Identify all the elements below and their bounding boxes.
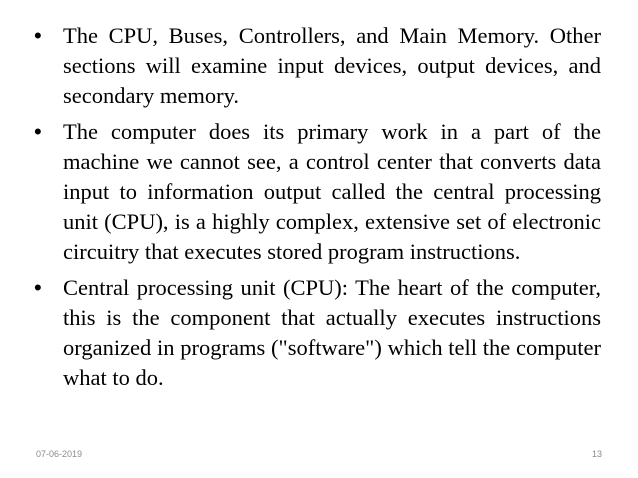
bullet-item-cpu-definition [34,273,601,393]
bullet-text: The computer does its primary work in a part of the machine we cannot see, a control center that converts data input to information output called the central processing unit (CPU), is a highly complex, extensive set of electronic circuitry that executes stored program instructions. [63,119,601,264]
bullet-icon: • [34,23,42,48]
bullet-icon: • [34,119,42,144]
bullet-icon: • [34,275,42,300]
bullet-text: Central processing unit (CPU): The heart of the computer, this is the component that actually executes instructions organized in programs ("software") which tell the computer what to do. [63,275,601,390]
page-number: 13 [591,449,602,459]
bullet-text: The CPU, Buses, Controllers, and Main Memory. Other sections will examine input devices, output devices, and secondary memory. [63,23,601,108]
bullet-item-primary-work [34,117,601,267]
footer-date: 07-06-2019 [36,449,83,459]
bullet-list [34,21,601,399]
bullet-item-components [34,21,601,111]
